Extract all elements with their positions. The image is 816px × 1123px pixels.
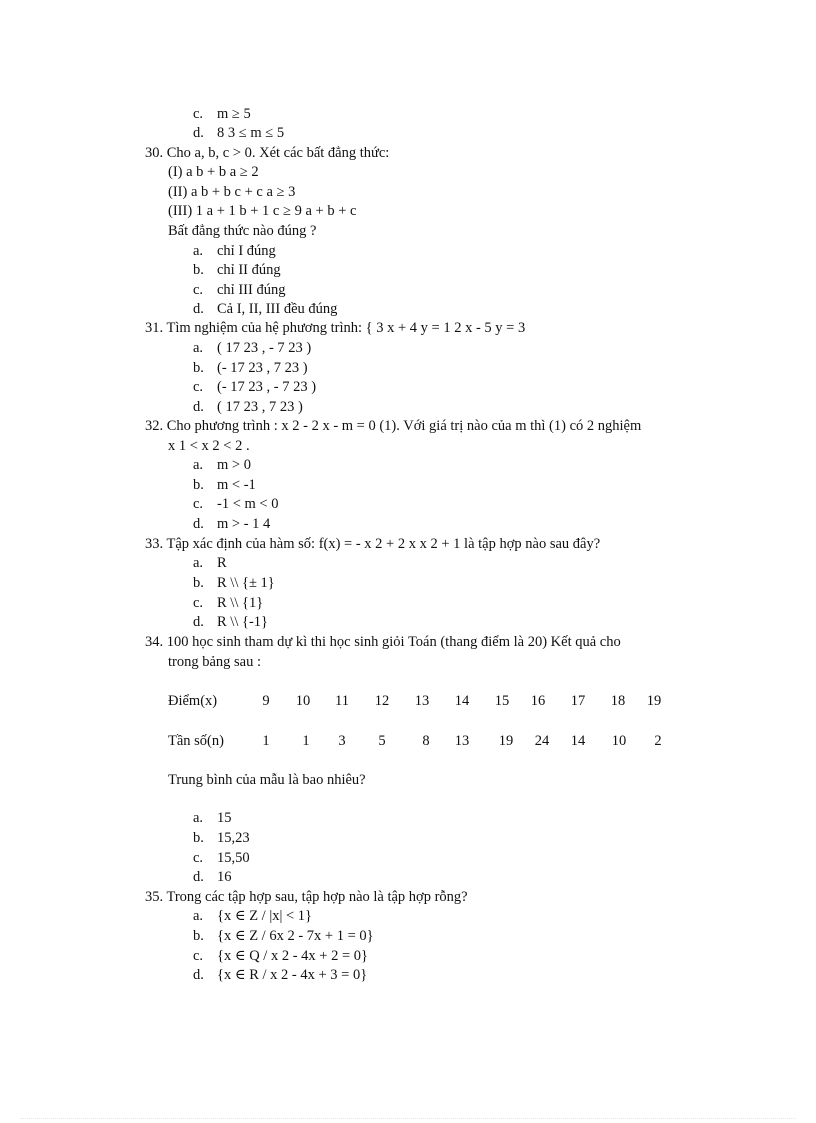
q35-option-d [193,966,367,984]
option-label: d. [193,614,204,630]
option-label: d. [193,125,204,141]
table-cell: 14 [570,733,586,749]
q30-statement-2: (II) a b + b c + c a ≥ 3 [168,184,296,200]
q32-option-a [193,456,251,474]
option-label: a. [193,908,204,924]
option-label: b. [193,928,204,944]
q35-stem: 35. Trong các tập hợp sau, tập hợp nào là tập hợp rỗng? [145,889,468,905]
table-cell: 12 [374,693,390,709]
option-text: 15 [217,810,232,826]
table-cell: 10 [611,733,627,749]
q33-option-b [193,574,275,592]
q32-option-c [193,495,278,513]
option-label: c. [193,379,204,395]
option-label: c. [193,282,204,298]
q31-option-d [193,398,303,416]
option-text: m ≥ 5 [217,106,251,122]
q31-stem: 31. Tìm nghiệm của hệ phương trình: { 3 x + 4 y = 1 2 x - 5 y = 3 [145,320,526,336]
option-label: d. [193,869,204,885]
table-cell: 3 [338,733,346,749]
table-cell: 2 [654,733,662,749]
q32-option-b [193,476,256,494]
option-text: {x ∈ Z / 6x 2 - 7x + 1 = 0} [217,928,374,944]
q29-option-d [193,124,284,142]
option-text: {x ∈ Q / x 2 - 4x + 2 = 0} [217,948,368,964]
table-cell: 9 [262,693,270,709]
q31-option-c [193,378,316,396]
table-cell: 19 [498,733,514,749]
option-text: 15,23 [217,830,250,846]
q31-option-a [193,339,311,357]
q30-option-a [193,242,276,260]
option-label: d. [193,399,204,415]
table-cell: 8 [422,733,430,749]
q34-option-a [193,809,232,827]
table-cell: 1 [302,733,310,749]
table-cell: 17 [570,693,586,709]
q30-option-b [193,261,281,279]
table-cell: 15 [494,693,510,709]
option-label: d. [193,301,204,317]
q34-question: Trung bình của mẫu là bao nhiêu? [168,772,366,788]
table-cell: 16 [530,693,546,709]
table-row-label-score: Điểm(x) [168,693,218,709]
q35-option-b [193,927,374,945]
option-text: {x ∈ R / x 2 - 4x + 3 = 0} [217,967,368,983]
q30-prompt: Bất đẳng thức nào đúng ? [168,223,317,239]
q32-option-d [193,515,270,533]
option-label: a. [193,243,204,259]
table-cell: 5 [378,733,386,749]
q32-stem: 32. Cho phương trình : x 2 - 2 x - m = 0 (1). Với giá trị nào của m thì (1) có 2 nghiệm [145,418,642,434]
option-text: 8 3 ≤ m ≤ 5 [217,125,285,141]
option-label: b. [193,360,204,376]
q29-option-c [193,105,251,123]
q30-stem: 30. Cho a, b, c > 0. Xét các bất đẳng thức: [145,145,390,161]
q35-option-c [193,947,368,965]
option-text: {x ∈ Z / |x| < 1} [217,908,313,924]
option-text: m < -1 [217,477,256,493]
option-text: R \\ {-1} [217,614,268,630]
option-label: d. [193,516,204,532]
option-text: 16 [217,869,232,885]
option-label: c. [193,850,204,866]
table-cell: 18 [610,693,626,709]
option-label: c. [193,595,204,611]
table-cell: 19 [646,693,662,709]
option-label: c. [193,496,204,512]
q34-stem: 34. 100 học sinh tham dự kì thi học sinh giỏi Toán (thang điểm là 20) Kết quả cho [145,634,621,650]
option-text: m > - 1 4 [217,516,271,532]
option-label: c. [193,948,204,964]
q30-statement-1: (I) a b + b a ≥ 2 [168,164,259,180]
option-text: -1 < m < 0 [217,496,279,512]
table-cell: 11 [335,693,349,709]
table-cell: 1 [262,733,270,749]
option-text: 15,50 [217,850,250,866]
q30-statement-3: (III) 1 a + 1 b + 1 c ≥ 9 a + b + c [168,203,357,219]
q33-option-c [193,594,263,612]
option-text: R \\ {± 1} [217,575,275,591]
option-text: (- 17 23 , - 7 23 ) [217,379,317,395]
option-text: chỉ I đúng [217,243,276,259]
q33-option-a [193,554,227,572]
option-text: chỉ III đúng [217,282,286,298]
table-cell: 24 [534,733,550,749]
option-label: a. [193,340,204,356]
option-label: b. [193,575,204,591]
option-text: chỉ II đúng [217,262,281,278]
q33-option-d [193,613,268,631]
option-text: m > 0 [217,457,251,473]
q35-option-a [193,907,312,925]
option-text: R \\ {1} [217,595,264,611]
option-label: a. [193,457,204,473]
table-row-label-frequency: Tần số(n) [168,733,224,749]
table-cell: 13 [414,693,430,709]
q34-option-d [193,868,232,886]
q34-option-b [193,829,250,847]
q34-stem-continuation: trong bảng sau : [168,654,262,670]
option-label: b. [193,262,204,278]
page-bottom-divider [20,1118,796,1119]
option-label: b. [193,830,204,846]
option-label: d. [193,967,204,983]
table-cell: 10 [295,693,311,709]
option-text: R [217,555,227,571]
table-cell: 14 [454,693,470,709]
option-text: ( 17 23 , - 7 23 ) [217,340,312,356]
q31-option-b [193,359,308,377]
q30-option-d [193,300,337,318]
q34-option-c [193,849,250,867]
q30-option-c [193,281,285,299]
option-label: a. [193,810,204,826]
option-text: (- 17 23 , 7 23 ) [217,360,308,376]
option-label: a. [193,555,204,571]
option-label: c. [193,106,204,122]
table-cell: 13 [454,733,470,749]
q32-stem-continuation: x 1 < x 2 < 2 . [168,438,250,454]
option-text: ( 17 23 , 7 23 ) [217,399,303,415]
option-text: Cả I, II, III đều đúng [217,301,338,317]
option-label: b. [193,477,204,493]
q33-stem: 33. Tập xác định của hàm số: f(x) = - x 2 + 2 x x 2 + 1 là tập hợp nào sau đây? [145,536,601,552]
